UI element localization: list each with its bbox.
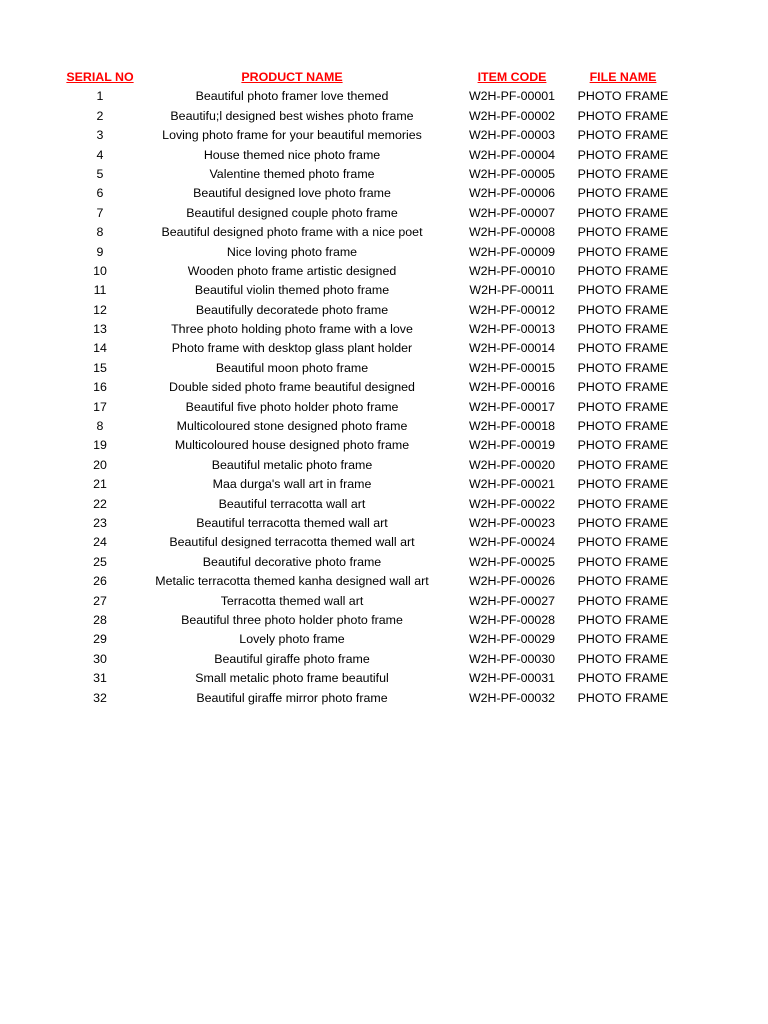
table-row xyxy=(0,87,768,106)
item-code-cell: W2H-PF-00016 xyxy=(468,380,556,395)
serial-no-cell: 8 xyxy=(96,225,104,240)
item-code-cell: W2H-PF-00032 xyxy=(468,690,556,705)
item-code-cell: W2H-PF-00013 xyxy=(468,322,556,337)
item-code-cell: W2H-PF-00026 xyxy=(468,574,556,589)
file-name-cell: PHOTO FRAME xyxy=(577,554,669,569)
product-name-cell: Valentine themed photo frame xyxy=(209,166,375,181)
item-code-cell: W2H-PF-00012 xyxy=(468,302,556,317)
item-code-cell: W2H-PF-00017 xyxy=(468,399,556,414)
product-name-cell: Beautiful designed couple photo frame xyxy=(186,205,398,220)
file-name-cell: PHOTO FRAME xyxy=(577,457,669,472)
file-name-cell: PHOTO FRAME xyxy=(577,438,669,453)
table-row xyxy=(0,514,768,533)
product-name-cell: Maa durga's wall art in frame xyxy=(212,477,372,492)
serial-no-cell: 24 xyxy=(93,535,107,550)
item-code-cell: W2H-PF-00015 xyxy=(468,360,556,375)
file-name-cell: PHOTO FRAME xyxy=(577,399,669,414)
product-name-cell: Beautiful terracotta wall art xyxy=(218,496,366,511)
product-name-cell: Beautiful violin themed photo frame xyxy=(194,283,390,298)
table-row xyxy=(0,146,768,165)
product-name-cell: Beautiful decorative photo frame xyxy=(202,554,382,569)
item-code-cell: W2H-PF-00002 xyxy=(468,108,556,123)
product-name-cell: Beautiful designed terracotta themed wall art xyxy=(169,535,415,550)
table-row xyxy=(0,436,768,455)
header-product-name: PRODUCT NAME xyxy=(241,70,343,84)
serial-no-cell: 4 xyxy=(96,147,104,162)
product-name-cell: Wooden photo frame artistic designed xyxy=(187,263,397,278)
table-row xyxy=(0,533,768,552)
product-name-cell: Metalic terracotta themed kanha designed wall art xyxy=(155,574,429,589)
product-name-cell: Photo frame with desktop glass plant holder xyxy=(171,341,413,356)
product-name-cell: Lovely photo frame xyxy=(239,632,345,647)
item-code-cell: W2H-PF-00024 xyxy=(468,535,556,550)
file-name-cell: PHOTO FRAME xyxy=(577,205,669,220)
header-item-code: ITEM CODE xyxy=(477,70,547,84)
serial-no-cell: 1 xyxy=(96,89,104,104)
product-name-cell: Multicoloured stone designed photo frame xyxy=(176,419,408,434)
table-body xyxy=(0,87,768,708)
item-code-cell: W2H-PF-00008 xyxy=(468,225,556,240)
serial-no-cell: 29 xyxy=(93,632,107,647)
item-code-cell: W2H-PF-00005 xyxy=(468,166,556,181)
table-row xyxy=(0,475,768,494)
table-row xyxy=(0,650,768,669)
file-name-cell: PHOTO FRAME xyxy=(577,244,669,259)
table-row xyxy=(0,223,768,242)
file-name-cell: PHOTO FRAME xyxy=(577,380,669,395)
item-code-cell: W2H-PF-00003 xyxy=(468,128,556,143)
item-code-cell: W2H-PF-00004 xyxy=(468,147,556,162)
item-code-cell: W2H-PF-00027 xyxy=(468,593,556,608)
serial-no-cell: 19 xyxy=(93,438,107,453)
serial-no-cell: 23 xyxy=(93,515,107,530)
product-name-cell: Beautiful giraffe photo frame xyxy=(214,651,370,666)
file-name-cell: PHOTO FRAME xyxy=(577,128,669,143)
table-row xyxy=(0,320,768,339)
serial-no-cell: 31 xyxy=(93,671,107,686)
file-name-cell: PHOTO FRAME xyxy=(577,283,669,298)
item-code-cell: W2H-PF-00029 xyxy=(468,632,556,647)
serial-no-cell: 30 xyxy=(93,651,107,666)
item-code-cell: W2H-PF-00011 xyxy=(469,283,555,298)
serial-no-cell: 32 xyxy=(93,690,107,705)
product-name-cell: Terracotta themed wall art xyxy=(220,593,364,608)
table-row xyxy=(0,378,768,397)
serial-no-cell: 8 xyxy=(96,419,104,434)
file-name-cell: PHOTO FRAME xyxy=(577,690,669,705)
product-name-cell: Three photo holding photo frame with a love xyxy=(171,322,413,337)
table-row xyxy=(0,669,768,688)
table-row xyxy=(0,107,768,126)
product-name-cell: Beautiful metalic photo frame xyxy=(211,457,373,472)
product-name-cell: Beautifully decoratede photo frame xyxy=(195,302,389,317)
file-name-cell: PHOTO FRAME xyxy=(577,186,669,201)
serial-no-cell: 17 xyxy=(93,399,107,414)
serial-no-cell: 7 xyxy=(96,205,104,220)
product-name-cell: Beautiful designed love photo frame xyxy=(193,186,391,201)
header-serial-no: SERIAL NO xyxy=(66,70,134,84)
file-name-cell: PHOTO FRAME xyxy=(577,671,669,686)
item-code-cell: W2H-PF-00010 xyxy=(468,263,556,278)
table-row xyxy=(0,398,768,417)
product-name-cell: Beautiful giraffe mirror photo frame xyxy=(196,690,388,705)
header-file-name: FILE NAME xyxy=(589,70,657,84)
table-row xyxy=(0,495,768,514)
serial-no-cell: 14 xyxy=(93,341,107,356)
serial-no-cell: 22 xyxy=(93,496,107,511)
item-code-cell: W2H-PF-00023 xyxy=(468,515,556,530)
file-name-cell: PHOTO FRAME xyxy=(577,322,669,337)
table-header-row xyxy=(0,68,768,87)
serial-no-cell: 5 xyxy=(96,166,104,181)
table-row xyxy=(0,126,768,145)
table-row xyxy=(0,689,768,708)
item-code-cell: W2H-PF-00018 xyxy=(468,419,556,434)
item-code-cell: W2H-PF-00028 xyxy=(468,612,556,627)
product-name-cell: Beautiful terracotta themed wall art xyxy=(196,515,388,530)
serial-no-cell: 27 xyxy=(93,593,107,608)
file-name-cell: PHOTO FRAME xyxy=(577,166,669,181)
product-name-cell: Beautiful designed photo frame with a nice poet xyxy=(161,225,423,240)
table-row xyxy=(0,611,768,630)
file-name-cell: PHOTO FRAME xyxy=(577,225,669,240)
item-code-cell: W2H-PF-00031 xyxy=(468,671,556,686)
item-code-cell: W2H-PF-00014 xyxy=(468,341,556,356)
file-name-cell: PHOTO FRAME xyxy=(577,593,669,608)
file-name-cell: PHOTO FRAME xyxy=(577,341,669,356)
item-code-cell: W2H-PF-00001 xyxy=(468,89,556,104)
serial-no-cell: 10 xyxy=(93,263,107,278)
serial-no-cell: 16 xyxy=(93,380,107,395)
table-row xyxy=(0,204,768,223)
product-name-cell: Small metalic photo frame beautiful xyxy=(195,671,389,686)
product-name-cell: Beautifu;l designed best wishes photo frame xyxy=(170,108,414,123)
table-row xyxy=(0,184,768,203)
product-name-cell: Beautiful three photo holder photo frame xyxy=(181,612,403,627)
file-name-cell: PHOTO FRAME xyxy=(577,419,669,434)
item-code-cell: W2H-PF-00006 xyxy=(468,186,556,201)
table-row xyxy=(0,165,768,184)
table-row xyxy=(0,281,768,300)
table-row xyxy=(0,339,768,358)
file-name-cell: PHOTO FRAME xyxy=(577,108,669,123)
product-table xyxy=(0,68,768,708)
table-row xyxy=(0,301,768,320)
file-name-cell: PHOTO FRAME xyxy=(577,496,669,511)
file-name-cell: PHOTO FRAME xyxy=(577,515,669,530)
serial-no-cell: 20 xyxy=(93,457,107,472)
item-code-cell: W2H-PF-00007 xyxy=(468,205,556,220)
file-name-cell: PHOTO FRAME xyxy=(577,360,669,375)
file-name-cell: PHOTO FRAME xyxy=(577,632,669,647)
table-row xyxy=(0,630,768,649)
file-name-cell: PHOTO FRAME xyxy=(577,651,669,666)
serial-no-cell: 11 xyxy=(93,283,107,298)
file-name-cell: PHOTO FRAME xyxy=(577,263,669,278)
item-code-cell: W2H-PF-00030 xyxy=(468,651,556,666)
table-row xyxy=(0,572,768,591)
serial-no-cell: 21 xyxy=(93,477,107,492)
serial-no-cell: 28 xyxy=(93,612,107,627)
product-name-cell: Multicoloured house designed photo frame xyxy=(174,438,410,453)
serial-no-cell: 13 xyxy=(93,322,107,337)
serial-no-cell: 12 xyxy=(93,302,107,317)
serial-no-cell: 25 xyxy=(93,554,107,569)
item-code-cell: W2H-PF-00019 xyxy=(468,438,556,453)
file-name-cell: PHOTO FRAME xyxy=(577,89,669,104)
file-name-cell: PHOTO FRAME xyxy=(577,147,669,162)
item-code-cell: W2H-PF-00025 xyxy=(468,554,556,569)
product-name-cell: Beautiful five photo holder photo frame xyxy=(185,399,399,414)
item-code-cell: W2H-PF-00022 xyxy=(468,496,556,511)
table-row xyxy=(0,359,768,378)
item-code-cell: W2H-PF-00021 xyxy=(468,477,556,492)
serial-no-cell: 15 xyxy=(93,360,107,375)
table-row xyxy=(0,456,768,475)
product-name-cell: Double sided photo frame beautiful designed xyxy=(169,380,415,395)
table-row xyxy=(0,417,768,436)
serial-no-cell: 6 xyxy=(96,186,104,201)
table-row xyxy=(0,262,768,281)
product-name-cell: Beautiful photo framer love themed xyxy=(195,89,389,104)
serial-no-cell: 26 xyxy=(93,574,107,589)
product-name-cell: House themed nice photo frame xyxy=(203,147,381,162)
item-code-cell: W2H-PF-00009 xyxy=(468,244,556,259)
table-row xyxy=(0,592,768,611)
file-name-cell: PHOTO FRAME xyxy=(577,477,669,492)
table-row xyxy=(0,243,768,262)
item-code-cell: W2H-PF-00020 xyxy=(468,457,556,472)
serial-no-cell: 9 xyxy=(96,244,104,259)
product-name-cell: Loving photo frame for your beautiful memories xyxy=(162,128,422,143)
table-row xyxy=(0,553,768,572)
file-name-cell: PHOTO FRAME xyxy=(577,535,669,550)
product-name-cell: Beautiful moon photo frame xyxy=(215,360,369,375)
product-name-cell: Nice loving photo frame xyxy=(226,244,358,259)
file-name-cell: PHOTO FRAME xyxy=(577,302,669,317)
file-name-cell: PHOTO FRAME xyxy=(577,574,669,589)
serial-no-cell: 3 xyxy=(96,128,104,143)
file-name-cell: PHOTO FRAME xyxy=(577,612,669,627)
serial-no-cell: 2 xyxy=(96,108,104,123)
